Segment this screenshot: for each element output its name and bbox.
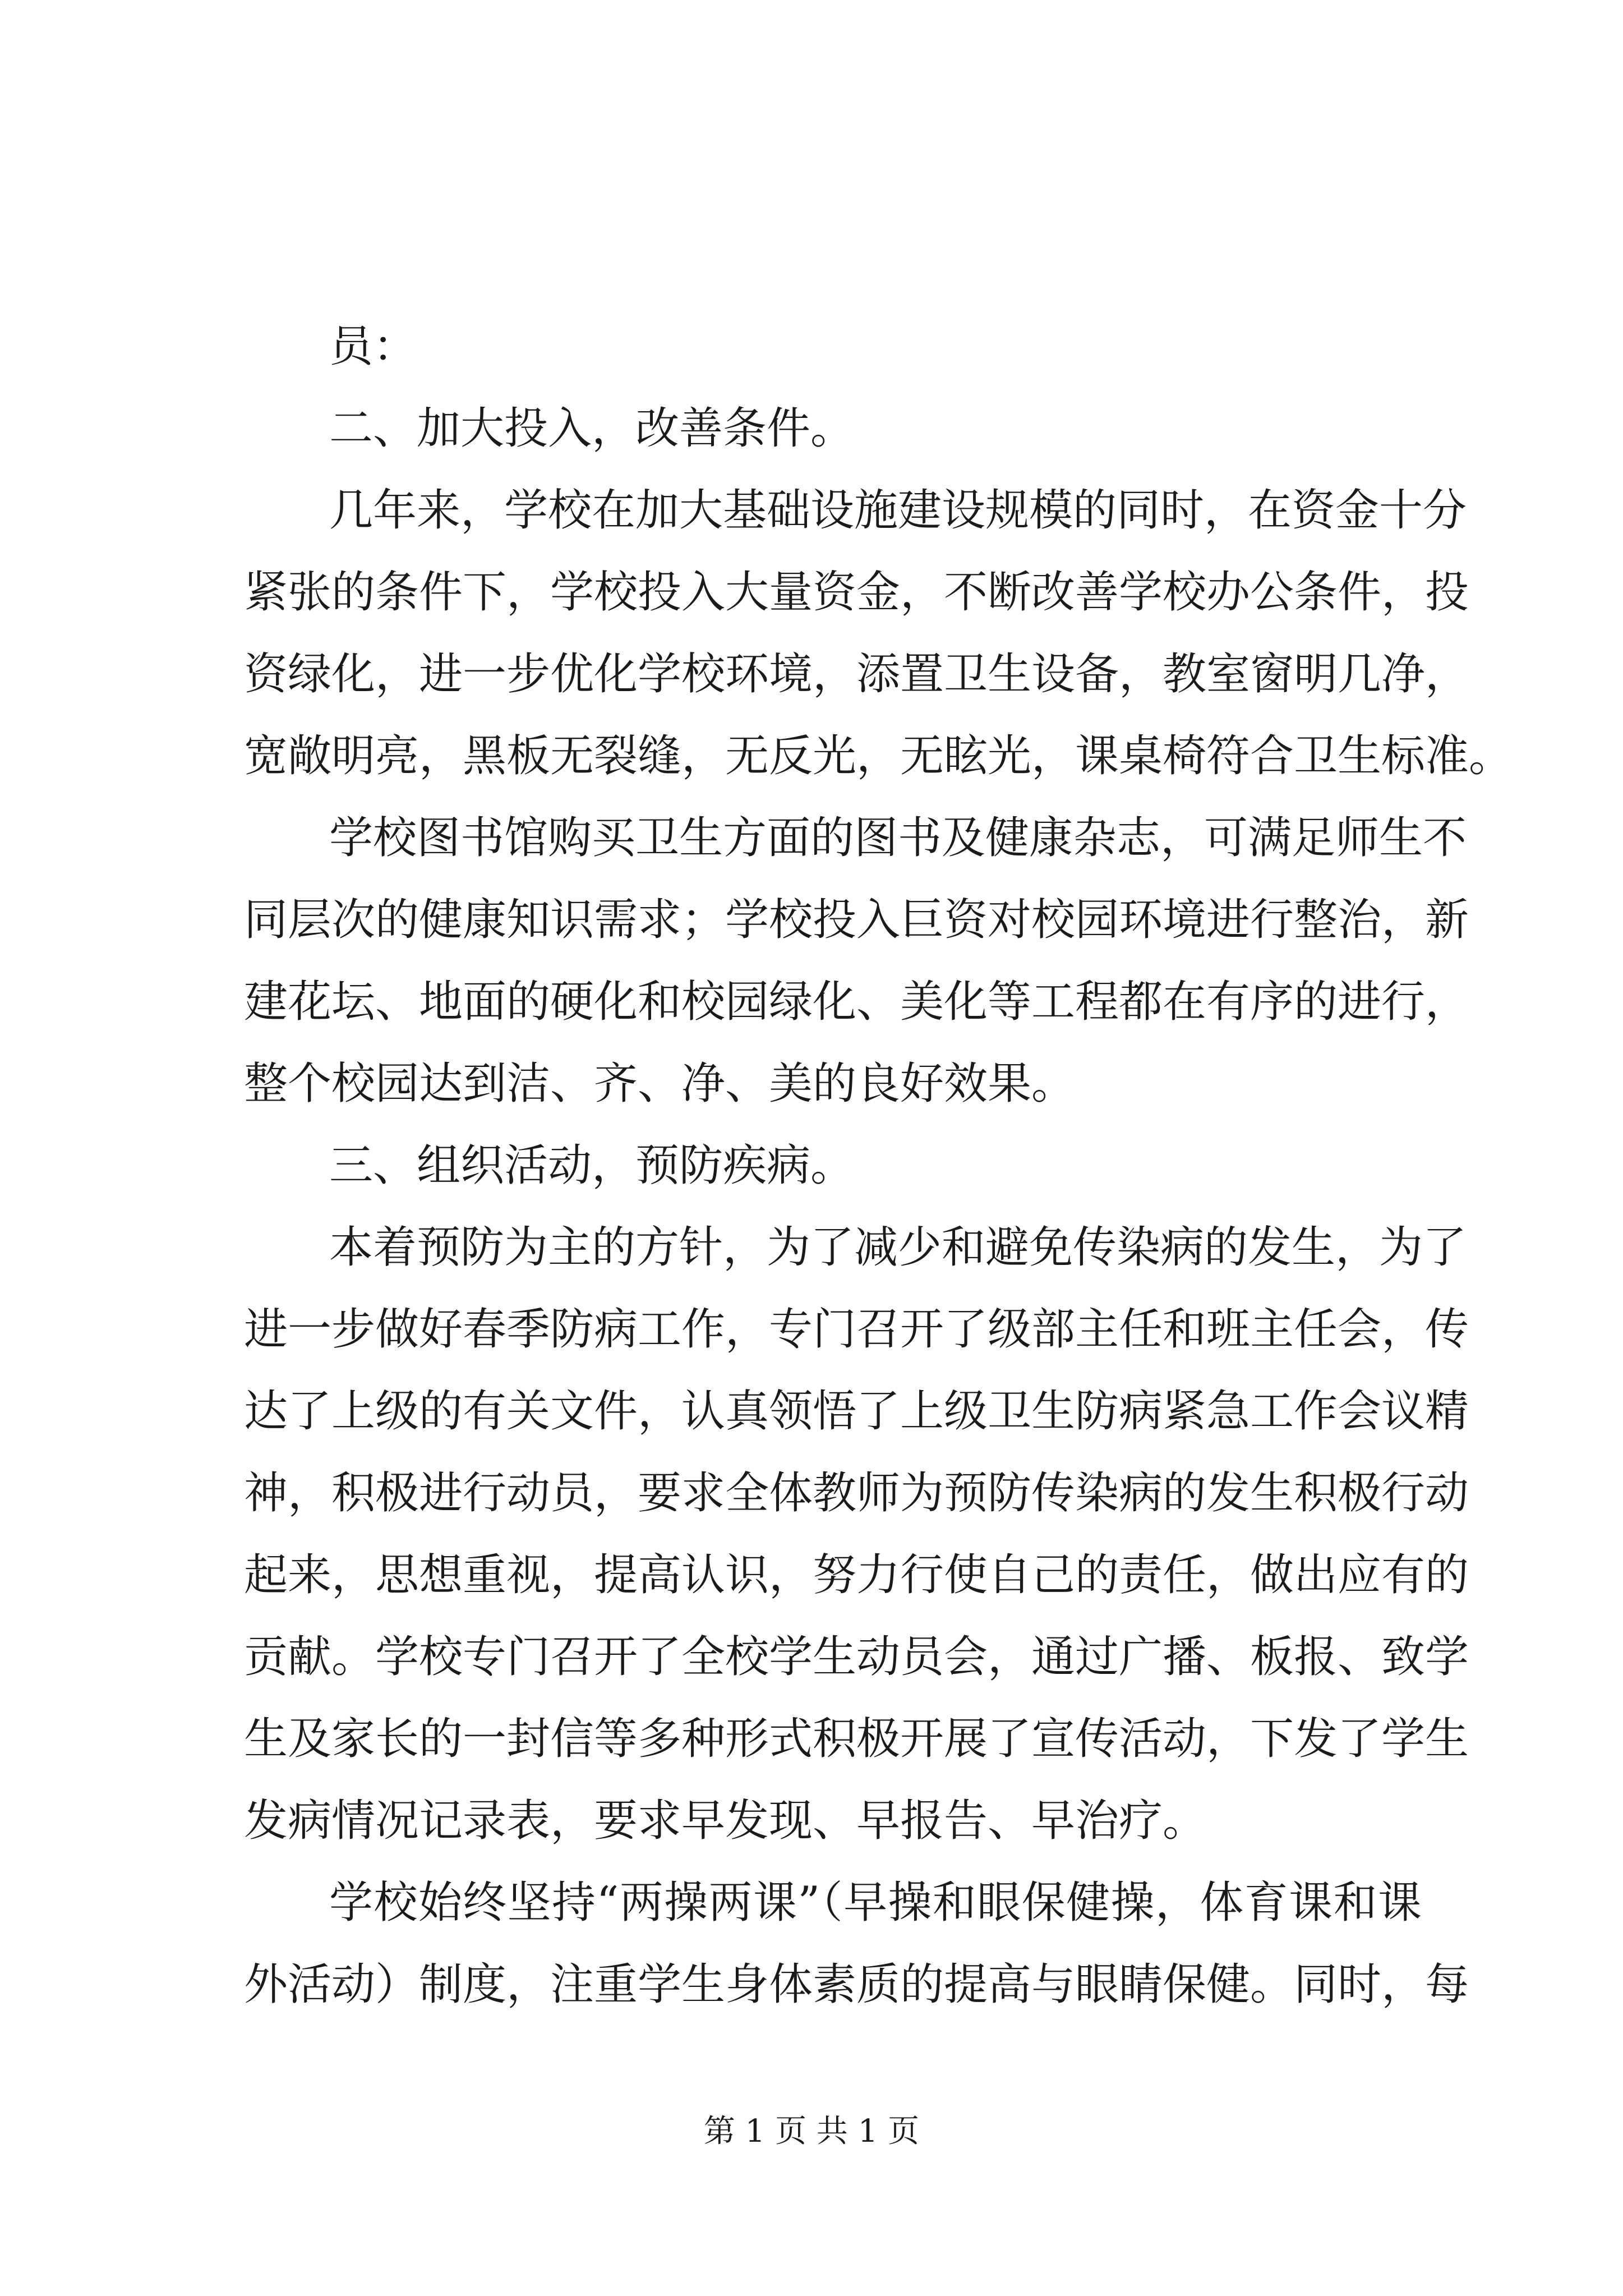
document-body — [244, 306, 1513, 2026]
text-line: 发病情况记录表，要求早发现、早报告、早治疗。 — [244, 1796, 1207, 1846]
text-line: 整个校园达到洁、齐、净、美的良好效果。 — [244, 1059, 1076, 1109]
text-line: 学校图书馆购买卫生方面的图书及健康杂志，可满足师生不 — [329, 813, 1467, 863]
text-line: 神，积极进行动员，要求全体教师为预防传染病的发生积极行动 — [244, 1468, 1469, 1519]
text-line: 同层次的健康知识需求；学校投入巨资对校园环境进行整治，新 — [244, 895, 1469, 945]
text-line: 本着预防为主的方针，为了减少和避免传染病的发生，为了 — [329, 1222, 1467, 1273]
text-line: 几年来，学校在加大基础设施建设规模的同时，在资金十分 — [329, 485, 1467, 536]
text-line: 生及家长的一封信等多种形式积极开展了宣传活动，下发了学生 — [244, 1714, 1469, 1764]
section-heading: 三、组织活动，预防疾病。 — [329, 1140, 855, 1191]
section-heading: 二、加大投入，改善条件。 — [329, 403, 855, 454]
page-footer: 第 1 页 共 1 页 — [703, 2113, 920, 2150]
text-line: 紧张的条件下，学校投入大量资金，不断改善学校办公条件，投 — [244, 567, 1469, 618]
text-line: 资绿化，进一步优化学校环境，添置卫生设备，教室窗明几净， — [244, 649, 1469, 700]
text-line: 贡献。学校专门召开了全校学生动员会，通过广播、板报、致学 — [244, 1632, 1469, 1682]
text-line: 建花坛、地面的硬化和校园绿化、美化等工程都在有序的进行， — [244, 977, 1469, 1027]
text-line: 起来，思想重视，提高认识，努力行使自己的责任，做出应有的 — [244, 1550, 1469, 1600]
text-line: 宽敞明亮，黑板无裂缝，无反光，无眩光，课桌椅符合卫生标准。 — [244, 731, 1513, 781]
text-line: 进一步做好春季防病工作，专门召开了级部主任和班主任会，传 — [244, 1304, 1469, 1355]
text-line: 外活动）制度，注重学生身体素质的提高与眼睛保健。同时，每 — [244, 1959, 1469, 2010]
text-line: 学校始终坚持“两操两课”（早操和眼保健操，体育课和课 — [329, 1878, 1422, 1928]
text-line: 员： — [329, 321, 417, 372]
text-line: 达了上级的有关文件，认真领悟了上级卫生防病紧急工作会议精 — [244, 1386, 1469, 1437]
